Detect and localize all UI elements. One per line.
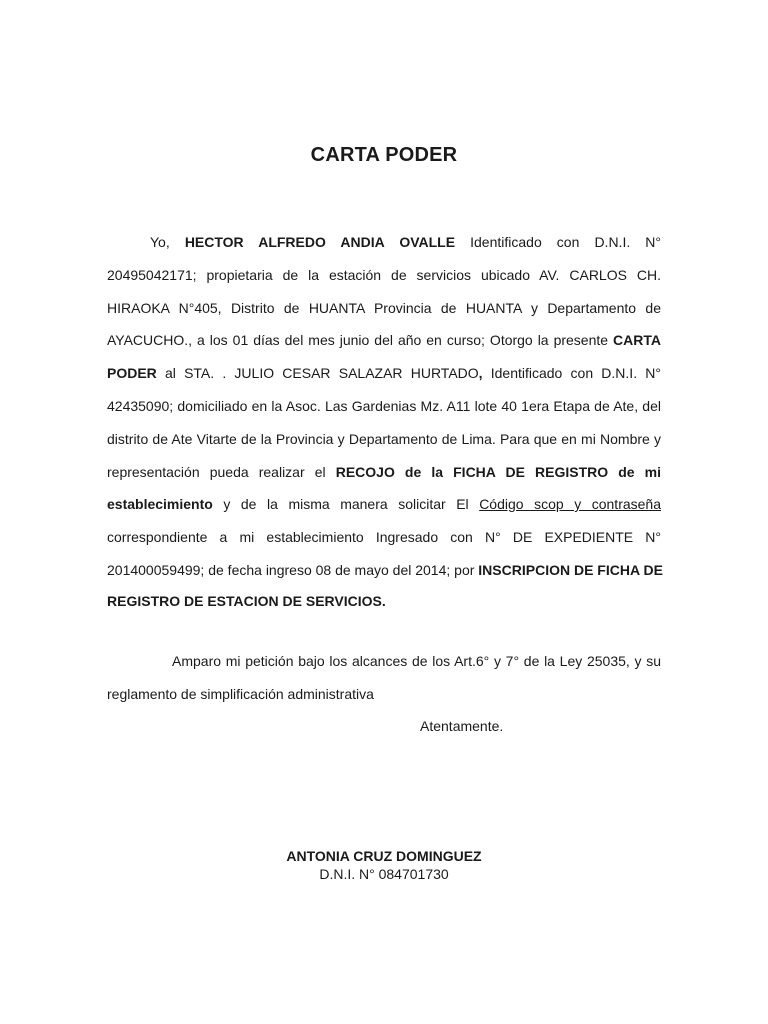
- paragraph-1-line-3: HIRAOKA N°405, Distrito de HUANTA Provincia de HUANTA y Departamento de: [107, 300, 661, 316]
- paragraph-2-line-1: Amparo mi petición bajo los alcances de los Art.6° y 7° de la Ley 25035, y su: [172, 653, 661, 669]
- line-text: al STA. . JULIO CESAR SALAZAR HURTADO: [156, 365, 479, 381]
- bold-text: RECOJO de la FICHA DE REGISTRO de mi: [335, 464, 661, 480]
- paragraph-1-line-6: 42435090; domiciliado en la Asoc. Las Gardenias Mz. A11 lote 40 1era Etapa de Ate, del: [107, 398, 661, 414]
- paragraph-1-line-1: [150, 231, 661, 253]
- line-text: Identificado con D.N.I. N°: [455, 234, 662, 250]
- signatory-name: ANTONIA CRUZ DOMINGUEZ: [286, 848, 482, 864]
- bold-text: establecimiento: [107, 496, 213, 512]
- closing-salutation: Atentamente.: [420, 718, 504, 734]
- paragraph-1-line-12: [107, 590, 661, 612]
- document-title: CARTA PODER: [310, 144, 458, 166]
- line-text: AYACUCHO., a los 01 días del mes junio del año en curso; Otorgo la presente: [107, 332, 614, 348]
- bold-text: INSCRIPCION DE FICHA DE: [478, 562, 663, 578]
- paragraph-1-line-2: 20495042171; propietaria de la estación de servicios ubicado AV. CARLOS CH.: [107, 267, 661, 283]
- signatory-dni: D.N.I. N° 084701730: [319, 866, 449, 882]
- paragraph-1-line-9: [107, 493, 661, 515]
- paragraph-1-line-4: [107, 329, 661, 351]
- paragraph-1-line-7: distrito de Ate Vitarte de la Provincia y Departamento de Lima. Para que en mi Nombre y: [107, 431, 661, 447]
- paragraph-1-line-8: [107, 461, 661, 483]
- paragraph-1-line-10: correspondiente a mi establecimiento Ingresado con N° DE EXPEDIENTE N°: [107, 529, 661, 545]
- bold-text: CARTA: [613, 332, 661, 348]
- grantor-name: HECTOR ALFREDO ANDIA OVALLE: [184, 234, 456, 250]
- line-text: Identificado con D.N.I. N°: [482, 365, 661, 381]
- line-text: 201400059499; de fecha ingreso 08 de mayo del 2014; por: [107, 562, 479, 578]
- underlined-text: Código scop y contraseña: [479, 496, 662, 512]
- bold-text: REGISTRO DE ESTACION DE SERVICIOS.: [107, 593, 386, 609]
- bold-text: ,: [478, 365, 483, 381]
- paragraph-1-line-5: [107, 362, 661, 384]
- line-text: Yo,: [150, 234, 185, 250]
- paragraph-1-line-11: [107, 559, 661, 581]
- bold-text: PODER: [107, 365, 157, 381]
- line-text: representación pueda realizar el: [107, 464, 336, 480]
- line-text: y de la misma manera solicitar El: [212, 496, 480, 512]
- paragraph-2-line-2: reglamento de simplificación administrativa: [107, 686, 374, 702]
